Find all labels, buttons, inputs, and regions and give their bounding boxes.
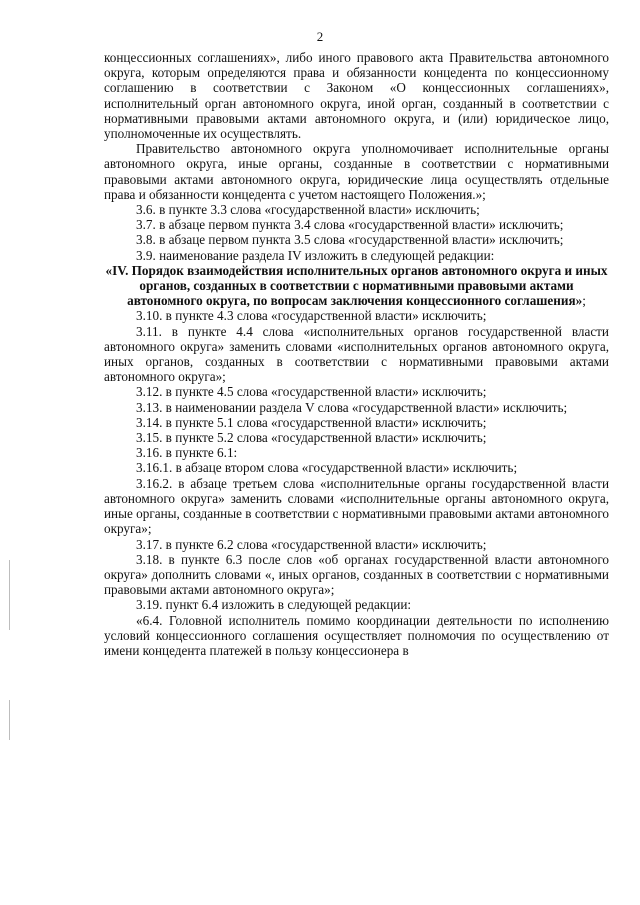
- paragraph: концессионных соглашениях», либо иного правового акта Правительства автономного округа, которым определяются права и обязанности концедента по концессионному соглашению в соответствии с Законом «О концессионных соглашениях», исполнительный орган автономного округа, иной орган, созданный в соответствии с нормативными правовыми актами автономного округа, и (или) юридическое лицо, уполномоченные их осуществлять.: [104, 50, 609, 142]
- paragraph: 3.8. в абзаце первом пункта 3.5 слова «государственной власти» исключить;: [136, 232, 564, 248]
- scan-edge-mark: [9, 700, 10, 740]
- scan-edge-mark: [9, 560, 10, 630]
- paragraph: 3.6. в пункте 3.3 слова «государственной власти» исключить;: [136, 202, 480, 218]
- section-heading-closing: ;: [582, 293, 586, 309]
- paragraph: 3.11. в пункте 4.4 слова «исполнительных органов государственной власти автономного округа» заменить словами «исполнительных органов автономного округа, иных органов, созданных в соответствии с нормативными правовыми актами автономного округа»;: [104, 323, 609, 385]
- paragraph: 3.9. наименование раздела IV изложить в следующей редакции:: [136, 247, 495, 263]
- paragraph: Правительство автономного округа уполномочивает исполнительные органы автономного округа, иные органы, созданные в соответствии с нормативными правовыми актами автономного округа, юридические лица осуществлять отдельные права и обязанности концедента с учетом настоящего Положения.»;: [104, 141, 609, 202]
- paragraph: 3.18. в пункте 6.3 после слов «об органах государственной власти автономного округа» дополнить словами «, иных органов, созданных в соответствии с нормативными правовыми актами автономного округа»;: [104, 551, 609, 598]
- paragraph: 3.10. в пункте 4.3 слова «государственной власти» исключить;: [136, 308, 487, 324]
- section-heading-text: «IV. Порядок взаимодействия исполнительных органов автономного округа и иных органов, созданных в соответствии с нормативными правовыми актами автономного округа, по вопросам заключения концессионного соглашения»: [105, 262, 608, 309]
- paragraph: 3.15. в пункте 5.2 слова «государственной власти» исключить;: [136, 430, 487, 446]
- page-number: 2: [316, 29, 324, 44]
- paragraph: 3.16.1. в абзаце втором слова «государственной власти» исключить;: [136, 460, 518, 476]
- paragraph: 3.14. в пункте 5.1 слова «государственной власти» исключить;: [136, 414, 487, 430]
- paragraph: «6.4. Головной исполнитель помимо координации деятельности по исполнению условий концессионного соглашения осуществляет полномочия по осуществлению от имени концедента платежей в пользу концессионера в: [104, 612, 609, 658]
- paragraph: 3.16.2. в абзаце третьем слова «исполнительные органы государственной власти автономного округа» заменить словами «исполнительные органы автономного округа, иные органы, созданные в соответствии с нормативными правовыми актами автономного округа»;: [104, 475, 609, 537]
- paragraph: 3.12. в пункте 4.5 слова «государственной власти» исключить;: [136, 384, 487, 400]
- paragraph: 3.19. пункт 6.4 изложить в следующей редакции:: [136, 597, 412, 613]
- section-heading: [104, 263, 609, 309]
- paragraph: 3.7. в абзаце первом пункта 3.4 слова «государственной власти» исключить;: [136, 217, 564, 233]
- paragraph: 3.16. в пункте 6.1:: [136, 445, 238, 461]
- document-body: [104, 50, 609, 658]
- paragraph: 3.17. в пункте 6.2 слова «государственной власти» исключить;: [136, 536, 487, 552]
- paragraph: 3.13. в наименовании раздела V слова «государственной власти» исключить;: [136, 399, 568, 415]
